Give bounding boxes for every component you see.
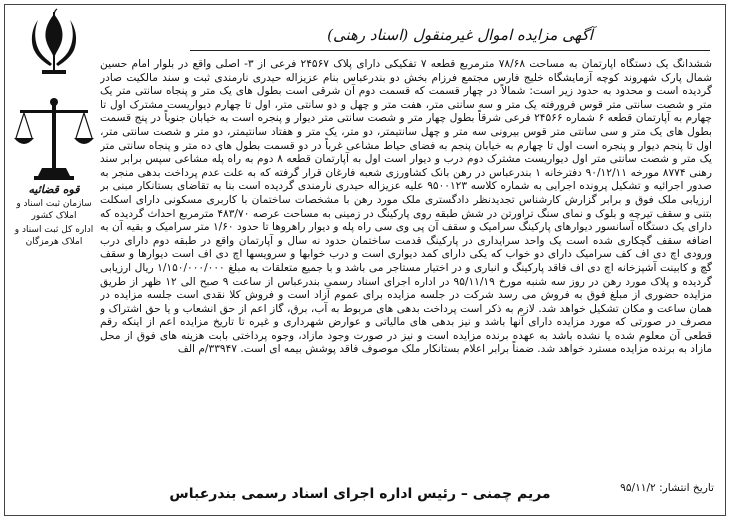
signatory: مریم چمنی – رئیس اداره اجرای اسناد رسمی بندرعباس bbox=[169, 486, 551, 502]
emblem-icon bbox=[24, 8, 84, 96]
body-paragraph: ششدانگ یک دستگاه آپارتمان به مساحت ۷۸/۶۸ مترمربع قطعه ۷ تفکیکی دارای پلاک ۲۴۵۶۷ فرعی از ۳- اصلی واقع در بلوار امام حسین شمال پارک شهروند کوچه آزمایشگاه خلیج فارس مجتمع فرزام بخش دو بندرعباس بنام عزیزاله حیدری نارمندی ثبت و سند مالکیت صادر گردیده است و محدود به حدود زیر است: شمالاً در چهار قسمت که قسمت دوم آن شرقی است بطول های یک متر و پنجاه سانتی متر یک متر و شصت سانتی متر قوس فرورفته یک متر و سه سانتی متر، هفت متر و چهل و دو سانتی متر، اول تا چهارم دیواریست مشترک اول تا چهارم به آپارتمان قطعه ۶ شماره ۲۴۵۶۶ فرعی شرقاً بطول چهار متر و شصت سانتی متر دیوار و پنجره است به خیابان جنوباً در پنج قسمت بطول های یک متر و سی سانتی متر قوس بیرونی سه متر و چهل سانتیمتر، دو متر، یک متر و هفتاد سانتیمتر، دو متر و شصت سانتی متر، اول تا پنجم دیوار و پنجره است اول تا چهارم به خیابان پنجم به فضای حیاط مشاعی غرباً در دو قسمت بطول های ده متر و پنجاه سانتی متر یک متر و شصت سانتی متر اول دیواریست مشترک دوم درب و دیوار است اول به آپارتمان قطعه ۸ دوم به راه پله مشاعی سپس برابر سند رهنی ۸۷۷۴ مورخه ۹۰/۱۲/۱۱ دفترخانه ۱ بندرعباس در رهن بانک کشاورزی شعبه فارغان قرار گرفته که به علت عدم پرداخت بدهی منجر به صدور اجرائیه و تشکیل پرونده اجرایی به شماره کلاسه ۹۵۰۰۱۲۳ علیه عزیزاله حیدری نارمندی گردیده است بنا به تقاضای بستانکار مبنی بر ارزیابی ملک فوق و برابر گزارش کارشناس تجدیدنظر دادگستری ملک مورد رهن با مشخصات ساختمان با کاربری مسکونی دارای اسکلت بتنی و سقف تیرچه و بلوک و نمای سنگ تراورتن در شش طبقه روی پارکینگ در زمینی به مساحت عرصه ۴۸۳/۷۰ مترمربع احداث گردیده که دارای یک دستگاه آسانسور دیوارهای پارکینگ سرامیک و سقف آن پی وی سی راه پله و دیوار راهروها تا حدود ۱/۶۰ متر سرامیک و بقیه آن به اضافه سقف گچکاری شده است یک واحد سرایداری در پارکینگ قدمت ساختمان حدود نه سال و آپارتمان واقع در طبقه دوم دارای درب ورودی اچ دی اف کف سرامیک دارای دو خواب که یکی دارای کمد دیواری است و درب خوابها و سرویسها اچ دی اف است دیوارها و سقف گچ و کابینت آشپزخانه اچ دی اف فاقد پارکینگ و انباری و در اختیار مستاجر می باشد و با جمیع متعلقات به مبلغ ۱/۱۵۰/۰۰۰/۰۰۰ ریال ارزیابی گردیده و پلاک مورد رهن در روز سه شنبه مورخ ۹۵/۱۱/۱۹ در اداره اجرای اسناد رسمی بندرعباس از ساعت ۹ صبح الی ۱۲ ظهر از طریق مزایده حضوری از مبلغ فوق به فروش می رسد شرکت در جلسه مزایده برای عموم آزاد است و فروش کلا نقدی است جلسه مزایده در همان ساعت و مکان تشکیل خواهد شد. لازم به ذکر است پرداخت بدهی های مربوط به آب، برق، گاز اعم از حق انشعاب و یا حق اشتراک و مصرف در صورتی که مورد مزایده دارای آنها باشد و نیز بدهی های مالیاتی و عوارض شهرداری و غیره تا تاریخ مزایده اعم از اینکه رقم قطعی آن معلوم شده یا نشده باشد به عهده برنده مزایده است و نیز در صورت وجود مازاد، وجوه پرداختی بابت هزینه های فوق از محل مازاد به برنده مزایده مسترد خواهد شد. ضمناً برابر اعلام بستانکار ملک موصوف فاقد پوشش بیمه ای است. ۳۳۹۴۷/م الف bbox=[100, 58, 712, 356]
emblem-caption-org: سازمان ثبت اسناد و املاک کشور bbox=[16, 199, 92, 221]
emblem-caption-title: قوه قضائیه bbox=[28, 183, 80, 196]
publication-date: تاریخ انتشار: ۹۵/۱۱/۲ bbox=[620, 482, 714, 494]
judiciary-emblem bbox=[10, 8, 98, 247]
advertisement-title: آگهی مزایده اموال غیرمنقول (اسناد رهنی) bbox=[327, 26, 593, 44]
emblem-caption-dept: اداره کل ثبت اسناد و املاک هرمزگان bbox=[14, 225, 94, 247]
title-divider bbox=[190, 50, 710, 51]
scales-of-justice-icon bbox=[12, 96, 96, 182]
advertisement-body bbox=[100, 58, 712, 478]
